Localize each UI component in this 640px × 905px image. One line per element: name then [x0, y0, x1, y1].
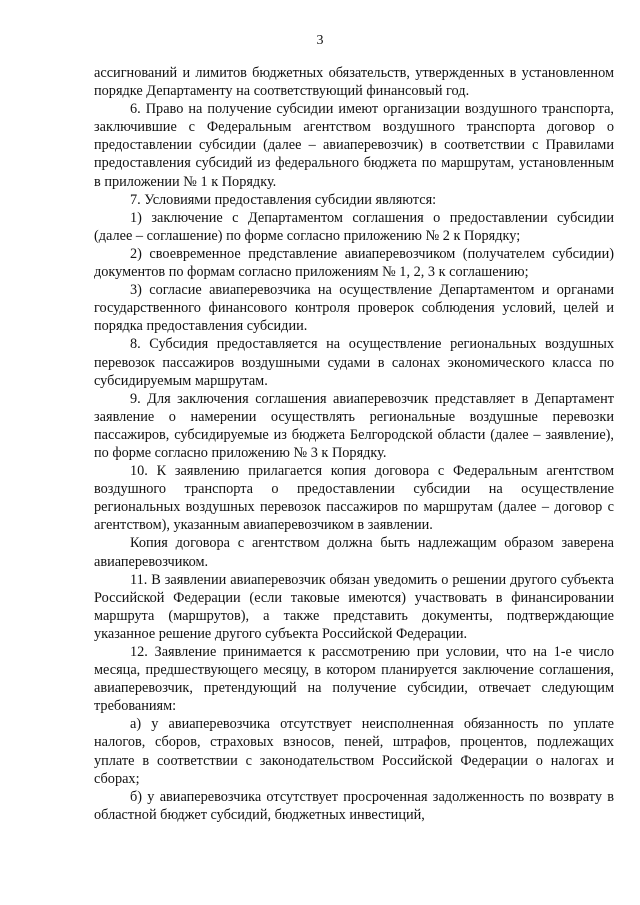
paragraph-12: 12. Заявление принимается к рассмотрению при условии, что на 1-е число месяца, предшествующего месяцу, в котором планируется заключение соглашения, авиаперевозчик, претендующий на получение субсидии, отвечает следующим требованиям: — [94, 644, 614, 715]
paragraph-8: 8. Субсидия предоставляется на осуществление региональных воздушных перевозок пассажиров воздушными судами в салонах экономического класса по субсидируемым маршрутам. — [94, 336, 614, 389]
paragraph-7-item-2: 2) своевременное представление авиаперевозчиком (получателем субсидии) документов по формам согласно приложениям № 1, 2, 3 к соглашению; — [94, 245, 614, 281]
document-body — [94, 64, 614, 824]
paragraph-10-note: Копия договора с агентством должна быть надлежащим образом заверена авиаперевозчиком. — [94, 535, 614, 570]
paragraph-6: 6. Право на получение субсидии имеют организации воздушного транспорта, заключившие с Федеральным агентством воздушного транспорта договор о предоставлении субсидии (далее – авиаперевозчик) в соответствии с Правилами предоставления субсидий из федерального бюджета по маршрутам, установленным в приложении № 1 к Порядку. — [94, 101, 614, 190]
paragraph-9: 9. Для заключения соглашения авиаперевозчик представляет в Департамент заявление о намерении осуществлять региональные воздушные перевозки пассажиров, субсидируемые из бюджета Белгородской области (далее – заявление), по форме согласно приложению № 3 к Порядку. — [94, 390, 614, 461]
paragraph-7-item-3: 3) согласие авиаперевозчика на осуществление Департаментом и органами государственного финансового контроля проверок соблюдения условий, целей и порядка предоставления субсидии. — [94, 282, 614, 335]
paragraph-7: 7. Условиями предоставления субсидии являются: — [130, 191, 437, 208]
paragraph-12-item-a: а) у авиаперевозчика отсутствует неисполненная обязанность по уплате налогов, сборов, страховых взносов, пеней, штрафов, процентов, подлежащих уплате в соответствии с законодательством Российской Федерации о налогах и сборах; — [94, 716, 614, 787]
page-number: 3 — [316, 33, 324, 48]
paragraph-11: 11. В заявлении авиаперевозчик обязан уведомить о решении другого субъекта Российской Федерации (если таковые имеются) участвовать в финансировании маршрута (маршрутов), а также представить документы, подтверждающие указанное решение другого субъекта Российской Федерации. — [94, 571, 614, 642]
paragraph-continuation: ассигнований и лимитов бюджетных обязательств, утвержденных в установленном порядке Департаменту на соответствующий финансовый год. — [94, 65, 614, 100]
paragraph-7-item-1: 1) заключение с Департаментом соглашения о предоставлении субсидии (далее – соглашение) по форме согласно приложению № 2 к Порядку; — [94, 209, 614, 244]
paragraph-12-item-b: б) у авиаперевозчика отсутствует просроченная задолженность по возврату в областной бюджет субсидий, бюджетных инвестиций, — [94, 788, 614, 823]
paragraph-10: 10. К заявлению прилагается копия договора с Федеральным агентством воздушного транспорта о предоставлении субсидии на осуществление региональных воздушных перевозок пассажиров по маршрутам (далее – договор с агентством), указанным авиаперевозчиком в заявлении. — [94, 463, 614, 534]
